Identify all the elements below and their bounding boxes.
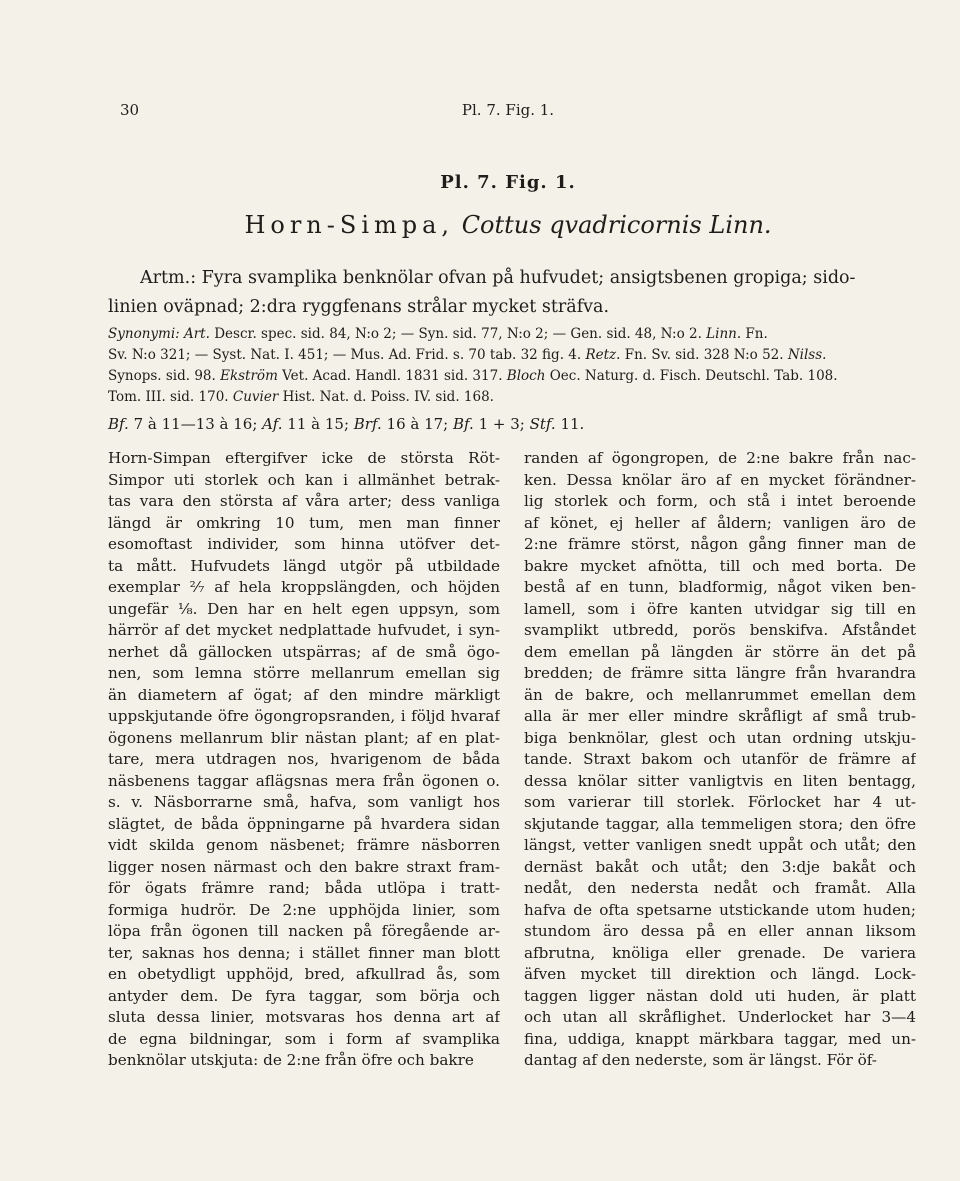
- text-line: ter, saknas hos denna; i stället finner man blott: [108, 943, 500, 962]
- diagnosis-line: linien oväpnad; 2:dra ryggfenans strålar mycket sträfva.: [108, 297, 610, 317]
- syn-author: Nilss.: [787, 347, 827, 363]
- species-diagnosis: [108, 264, 908, 322]
- syn-author: Cuvier: [232, 389, 279, 405]
- synonymy-line: [108, 345, 908, 366]
- body-column-right: [524, 448, 916, 1072]
- swedish-name: Horn-Simpa,: [244, 211, 455, 239]
- text-line: benknölar utskjuta: de 2:ne från öfre och bakre: [108, 1051, 474, 1069]
- text-line: nerhet då gällocken utspärras; af de små ögo-: [108, 642, 500, 661]
- text-line: s. v. Näsborrarne små, hafva, som vanligt hos: [108, 793, 500, 811]
- text-line: Horn-Simpan eftergifver icke de största Röt-: [108, 449, 500, 467]
- syn-author: Retz.: [585, 347, 621, 363]
- syn-ref: Fn.: [741, 326, 768, 342]
- syn-ref: Oec. Naturg. d. Fisch. Deutschl. Tab. 108.: [545, 368, 838, 384]
- text-line: som varierar till storlek. Förlocket har 4 ut-: [524, 793, 916, 811]
- text-line: bakre mycket afnötta, till och med borta. De: [524, 556, 916, 575]
- text-line: längd är omkring 10 tum, men man finner: [108, 513, 500, 532]
- text-line: och utan all skråflighet. Underlocket har 3—4: [524, 1008, 916, 1026]
- text-line: taggen ligger nästan dold uti huden, är platt: [524, 986, 916, 1005]
- text-line: nen, som lemna större mellanrum emellan sig: [108, 664, 500, 682]
- text-line: längst, vetter vanligen snedt uppåt och utåt; den: [524, 836, 916, 854]
- text-line: dernäst bakåt och utåt; den 3:dje bakåt och: [524, 857, 916, 876]
- syn-ref: Fn. Sv. sid. 328 N:o 52.: [620, 347, 788, 363]
- text-line: dessa knölar sitter vanligtvis en liten bentagg,: [524, 771, 916, 790]
- text-line: de egna bildningar, som i form af svamplika: [108, 1029, 500, 1048]
- syn-ref: Synops. sid. 98.: [108, 368, 221, 384]
- text-line: hafva de ofta spetsarne utstickande utom huden;: [524, 900, 916, 919]
- text-line: afbrutna, knöliga eller grenade. De variera: [524, 943, 916, 962]
- text-line: randen af ögongropen, de 2:ne bakre från nac-: [524, 449, 916, 467]
- syn-author: Linn.: [706, 326, 742, 342]
- text-line: ungefär ¹⁄₈. Den har en helt egen uppsyn, som: [108, 599, 500, 618]
- latin-name: Cottus qvadricornis Linn.: [461, 211, 772, 239]
- text-line: tare, mera utdragen nos, hvarigenom de båda: [108, 750, 500, 768]
- syn-ref: Vet. Acad. Handl. 1831 sid. 317.: [277, 368, 507, 384]
- syn-ref: Sv. N:o 321; — Syst. Nat. I. 451; — Mus. Ad. Frid. s. 70 tab. 32 fig. 4.: [108, 347, 586, 363]
- text-line: dantag af den nederste, som är längst. För öf-: [524, 1051, 877, 1069]
- running-head-title: Pl. 7. Fig. 1.: [461, 101, 555, 119]
- text-line: alla är mer eller mindre skråfligt af små trub-: [524, 707, 916, 725]
- text-line: exemplar ²⁄₇ af hela kroppslängden, och höjden: [108, 578, 500, 596]
- fin-label: Stf.: [529, 415, 556, 433]
- fin-count: 7 à 11—13 à 16;: [128, 415, 263, 433]
- text-line: 2:ne främre störst, någon gång finner man de: [524, 535, 916, 553]
- text-line: Simpor uti storlek och kan i allmänhet betrak-: [108, 470, 500, 489]
- fin-label: Brf.: [353, 415, 382, 433]
- fin-formula: [108, 415, 908, 433]
- body-column-left: [108, 448, 500, 1072]
- text-line: fina, uddiga, knappt märkbara taggar, med un-: [524, 1029, 916, 1048]
- text-line: tande. Straxt bakom och utanför de främre af: [524, 750, 916, 768]
- text-line: uppskjutande öfre ögongropsranden, i följd hvaraf: [108, 707, 500, 725]
- fin-count: 16 à 17;: [381, 415, 454, 433]
- text-line: esomoftast individer, som hinna utöfver det-: [108, 535, 500, 553]
- text-line: ligger nosen närmast och den bakre straxt fram-: [108, 857, 500, 876]
- synonymy-line: [108, 366, 908, 387]
- text-line: ögonens mellanrum blir nästan plant; af en plat-: [108, 728, 500, 747]
- syn-ref: Tom. III. sid. 170.: [108, 389, 233, 405]
- fin-count: 11 à 15;: [282, 415, 354, 433]
- text-line: bestå af en tunn, bladformig, något viken ben-: [524, 578, 916, 596]
- text-line: näsbenens taggar aflägsnas mera från ögonen o.: [108, 771, 500, 790]
- text-line: än de bakre, och mellanrummet emellan dem: [524, 685, 916, 704]
- text-line: skjutande taggar, alla temmeligen stora; den öfre: [524, 814, 916, 833]
- text-line: stundom äro dessa på en eller annan liksom: [524, 922, 916, 940]
- syn-label: Synonymi:: [108, 326, 180, 342]
- text-line: biga benknölar, glest och utan ordning utskju-: [524, 728, 916, 747]
- text-line: bredden; de främre sitta längre från hvarandra: [524, 664, 916, 682]
- fin-label: Bf.: [453, 415, 474, 433]
- syn-ref: Descr. spec. sid. 84, N:o 2; — Syn. sid. 77, N:o 2; — Gen. sid. 48, N:o 2.: [209, 326, 707, 342]
- text-line: ken. Dessa knölar äro af en mycket förändner-: [524, 470, 916, 489]
- text-line: formiga hudrör. De 2:ne upphöjda linier, som: [108, 900, 500, 919]
- plate-heading: Pl. 7. Fig. 1.: [440, 172, 576, 193]
- text-line: vidt skilda genom näsbenet; främre näsborren: [108, 836, 500, 854]
- text-line: dem emellan på längden är större än det på: [524, 642, 916, 661]
- text-line: sluta dessa linier, motsvaras hos denna art af: [108, 1008, 500, 1026]
- fin-label: Bf.: [108, 415, 129, 433]
- text-line: nedåt, den nedersta nedåt och framåt. Alla: [524, 879, 916, 897]
- text-line: löpa från ögonen till nacken på föregående ar-: [108, 922, 500, 940]
- text-line: lamell, som i öfre kanten utvidgar sig till en: [524, 599, 916, 618]
- synonymy-line: [108, 387, 908, 408]
- text-line: lig storlek och form, och stå i intet beroende: [524, 492, 916, 510]
- text-line: slägtet, de båda öppningarne på hvardera sidan: [108, 814, 500, 833]
- syn-author: Bloch: [506, 368, 546, 384]
- fin-label: Af.: [262, 415, 283, 433]
- running-head: [108, 101, 908, 125]
- species-title: [108, 211, 908, 239]
- page-number: 30: [120, 101, 140, 119]
- syn-author: Art.: [183, 326, 210, 342]
- text-line: härrör af det mycket nedplattade hufvudet, i syn-: [108, 621, 500, 639]
- text-line: af könet, ej heller af åldern; vanligen äro de: [524, 513, 916, 532]
- text-line: än diametern af ögat; af den mindre märkligt: [108, 685, 500, 704]
- synonymy-block: [108, 324, 908, 408]
- text-line: svamplikt utbredd, porös benskifva. Afståndet: [524, 621, 916, 639]
- synonymy-line: [108, 324, 908, 345]
- fin-count: 1 + 3;: [473, 415, 530, 433]
- diagnosis-line: Artm.: Fyra svamplika benknölar ofvan på hufvudet; ansigtsbenen gropiga; sido-: [140, 268, 856, 288]
- text-line: äfven mycket till direktion och längd. Lock-: [524, 965, 916, 983]
- syn-author: Ekström: [220, 368, 278, 384]
- syn-ref: Hist. Nat. d. Poiss. IV. sid. 168.: [278, 389, 494, 405]
- fin-count: 11.: [555, 415, 585, 433]
- text-line: för ögats främre rand; båda utlöpa i tratt-: [108, 879, 500, 897]
- text-line: tas vara den största af våra arter; dess vanliga: [108, 492, 500, 510]
- text-line: en obetydligt upphöjd, bred, afkullrad ås, som: [108, 965, 500, 983]
- text-line: antyder dem. De fyra taggar, som börja och: [108, 986, 500, 1005]
- text-line: ta mått. Hufvudets längd utgör på utbildade: [108, 556, 500, 575]
